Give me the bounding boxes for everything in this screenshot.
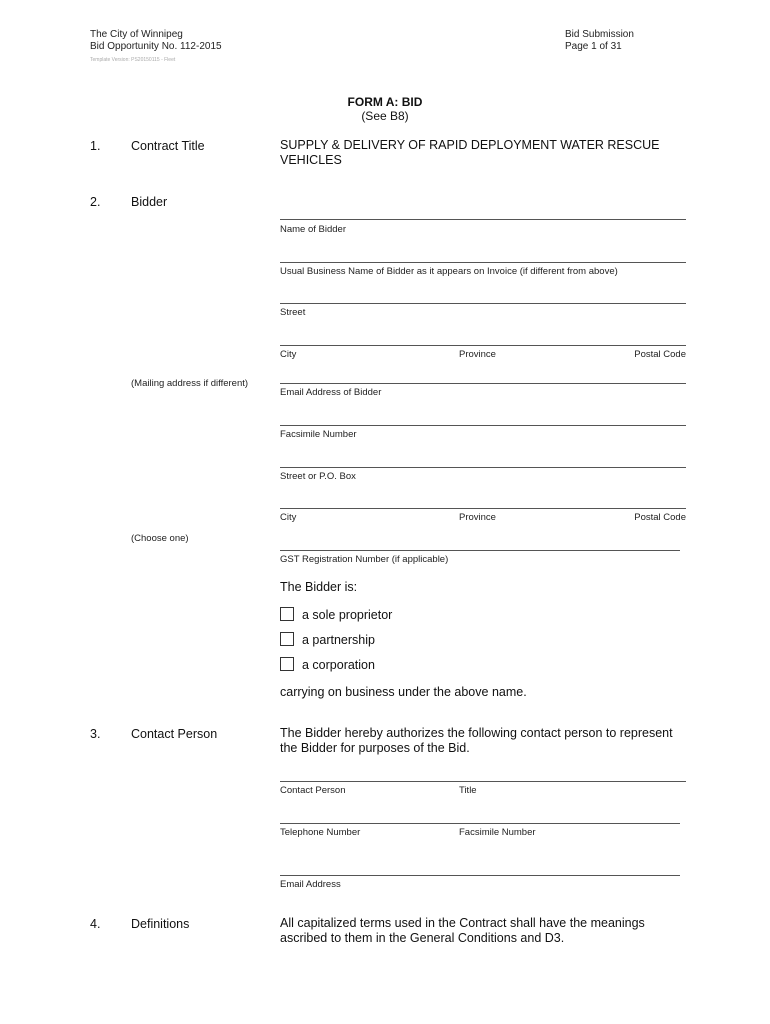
definitions-line-2: ascribed to them in the General Conditions and D3. xyxy=(280,931,565,945)
facsimile-line[interactable] xyxy=(280,425,686,426)
mailing-address-note: (Mailing address if different) xyxy=(131,378,249,389)
gst-line[interactable] xyxy=(280,550,680,551)
form-subtitle: (See B8) xyxy=(361,109,409,123)
contact-title-caption: Title xyxy=(459,785,477,796)
bidder-is-label: The Bidder is: xyxy=(280,580,358,594)
section-1-label: Contract Title xyxy=(131,139,205,153)
city-province-postal-line-2[interactable] xyxy=(280,508,686,509)
section-2-number: 2. xyxy=(90,195,101,209)
province-caption: Province xyxy=(459,349,496,360)
carrying-on-business-text: carrying on business under the above name. xyxy=(280,685,527,699)
header-city: The City of Winnipeg xyxy=(90,29,183,40)
bidder-name-line[interactable] xyxy=(280,219,686,220)
usual-name-caption: Usual Business Name of Bidder as it appears on Invoice (if different from above) xyxy=(280,266,618,277)
street-po-caption: Street or P.O. Box xyxy=(280,471,356,482)
contact-person-line[interactable] xyxy=(280,781,686,782)
usual-name-line[interactable] xyxy=(280,262,686,263)
email-line[interactable] xyxy=(280,383,686,384)
sole-proprietor-checkbox[interactable] xyxy=(280,607,294,621)
partnership-checkbox[interactable] xyxy=(280,632,294,646)
sole-proprietor-label: a sole proprietor xyxy=(302,608,393,622)
contact-authorization-line-1: The Bidder hereby authorizes the following contact person to represent xyxy=(280,726,673,740)
partnership-label: a partnership xyxy=(302,633,375,647)
choose-one-note: (Choose one) xyxy=(131,533,189,544)
contract-title-line-1: SUPPLY & DELIVERY OF RAPID DEPLOYMENT WATER RESCUE xyxy=(280,138,660,152)
postal-code-caption-2: Postal Code xyxy=(634,512,686,523)
section-4-number: 4. xyxy=(90,917,101,931)
street-caption: Street xyxy=(280,307,306,318)
street-line[interactable] xyxy=(280,303,686,304)
definitions-line-1: All capitalized terms used in the Contract shall have the meanings xyxy=(280,916,645,930)
section-1-number: 1. xyxy=(90,139,101,153)
street-po-line[interactable] xyxy=(280,467,686,468)
corporation-label: a corporation xyxy=(302,658,375,672)
header-page-number: Page 1 of 31 xyxy=(565,41,622,52)
contract-title-line-2: VEHICLES xyxy=(280,153,342,167)
contact-authorization-line-2: the Bidder for purposes of the Bid. xyxy=(280,741,470,755)
city-province-postal-line[interactable] xyxy=(280,345,686,346)
section-3-label: Contact Person xyxy=(131,727,218,741)
facsimile-caption: Facsimile Number xyxy=(280,429,357,440)
header-bid-number: Bid Opportunity No. 112-2015 xyxy=(90,41,222,52)
telephone-line[interactable] xyxy=(280,823,680,824)
section-3-number: 3. xyxy=(90,727,101,741)
city-caption-2: City xyxy=(280,512,297,523)
postal-code-caption: Postal Code xyxy=(634,349,686,360)
email-caption: Email Address of Bidder xyxy=(280,387,382,398)
section-2-label: Bidder xyxy=(131,195,168,209)
header-submission: Bid Submission xyxy=(565,29,634,40)
section-4-label: Definitions xyxy=(131,917,190,931)
contact-person-caption: Contact Person xyxy=(280,785,346,796)
template-version: Template Version: PS20150115 - Fleet xyxy=(90,57,176,63)
bidder-name-caption: Name of Bidder xyxy=(280,224,347,235)
contact-facsimile-caption: Facsimile Number xyxy=(459,827,536,838)
gst-caption: GST Registration Number (if applicable) xyxy=(280,554,449,565)
contact-email-caption: Email Address xyxy=(280,879,341,890)
corporation-checkbox[interactable] xyxy=(280,657,294,671)
city-caption: City xyxy=(280,349,297,360)
form-title: FORM A: BID xyxy=(347,95,423,109)
telephone-caption: Telephone Number xyxy=(280,827,361,838)
province-caption-2: Province xyxy=(459,512,496,523)
contact-email-line[interactable] xyxy=(280,875,680,876)
